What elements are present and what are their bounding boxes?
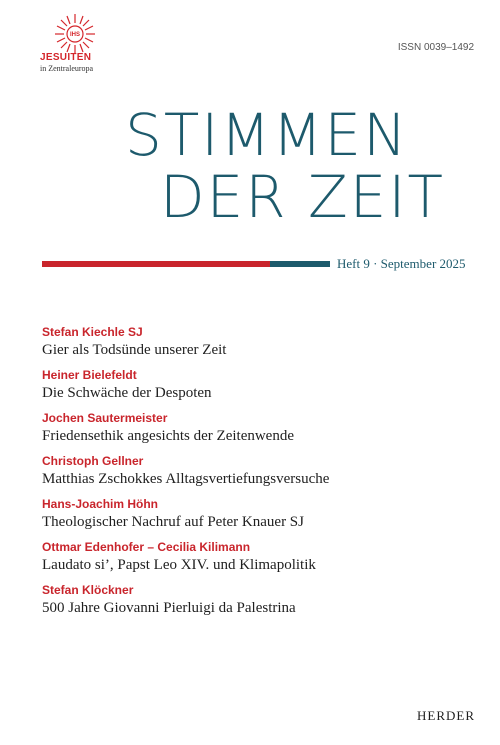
- logo-title: JESUITEN: [40, 52, 92, 63]
- article-author: Hans-Joachim Höhn: [42, 497, 159, 511]
- list-item: [42, 325, 472, 368]
- list-item: [42, 540, 472, 583]
- article-author: Ottmar Edenhofer – Cecilia Kilimann: [42, 540, 251, 554]
- article-title: Die Schwäche der Despoten: [42, 385, 212, 401]
- publisher-name: HERDER: [417, 708, 475, 723]
- table-of-contents: [42, 325, 472, 626]
- article-title: Theologischer Nachruf auf Peter Knauer SJ: [42, 514, 304, 530]
- article-author: Stefan Kiechle SJ: [42, 325, 143, 339]
- article-title: Laudato si’, Papst Leo XIV. und Klimapolitik: [42, 557, 316, 573]
- article-author: Stefan Klöckner: [42, 583, 134, 597]
- article-title: Matthias Zschokkes Alltagsvertiefungsversuche: [42, 471, 330, 487]
- divider-teal: [270, 261, 330, 267]
- article-title: 500 Jahre Giovanni Pierluigi da Palestrina: [42, 600, 296, 616]
- issue-info: Heft 9 · September 2025: [337, 256, 466, 271]
- journal-title-line1: STIMMEN: [125, 101, 409, 169]
- article-title: Friedensethik angesichts der Zeitenwende: [42, 428, 294, 444]
- list-item: [42, 583, 472, 626]
- article-author: Heiner Bielefeldt: [42, 368, 137, 382]
- divider-red: [42, 261, 270, 267]
- issn: ISSN 0039–1492: [397, 42, 474, 53]
- emblem-text: IHS: [69, 32, 80, 38]
- article-author: Jochen Sautermeister: [42, 411, 168, 425]
- list-item: [42, 411, 472, 454]
- list-item: [42, 454, 472, 497]
- article-author: Christoph Gellner: [42, 454, 144, 468]
- article-title: Gier als Todsünde unserer Zeit: [42, 342, 227, 358]
- journal-title-line2: DER ZEIT: [160, 163, 445, 231]
- logo-subtitle: in Zentraleuropa: [40, 64, 94, 73]
- list-item: [42, 497, 472, 540]
- list-item: [42, 368, 472, 411]
